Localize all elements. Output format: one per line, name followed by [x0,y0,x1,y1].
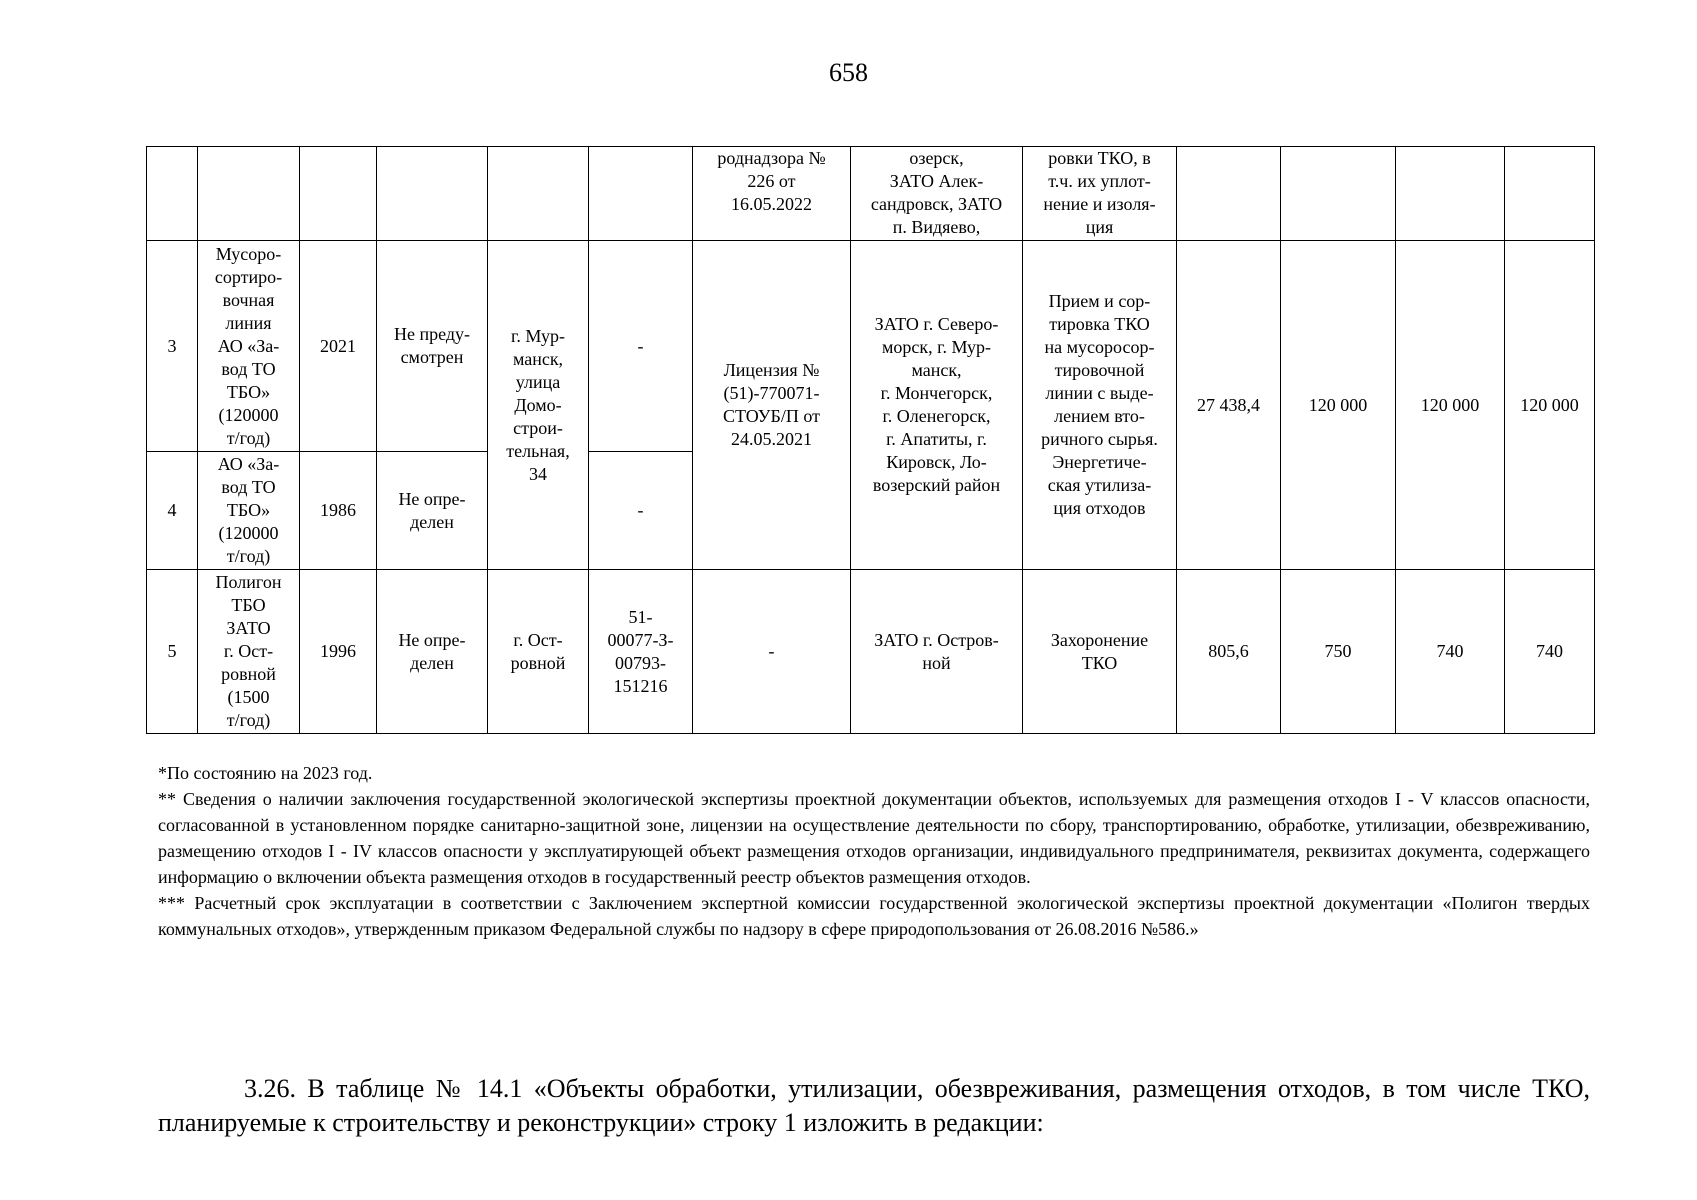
license-cell: роднадзора № 226 от 16.05.2022 [693,147,851,241]
table-row [147,147,1595,241]
capacity-cell: 120 000 [1396,241,1505,570]
facility-name-cell: АО «За- вод ТО ТБО» (120000 т/год) [198,452,300,570]
capacity-cell: 740 [1396,570,1505,734]
amendment-paragraph: 3.26. В таблице № 14.1 «Объекты обработки, утилизации, обезвреживания, размещения отходов, в том числе ТКО, планируемые к строительству и реконструкции» строку 1 изложить в редакции: [158,1074,1590,1137]
capacity-cell: 750 [1281,570,1396,734]
activity-cell: Захоронение ТКО [1023,570,1177,734]
facility-name-cell: Мусоро- сортиро- вочная линия АО «За- вод ТО ТБО» (120000 т/год) [198,241,300,452]
capacity-fact-cell: 805,6 [1177,570,1281,734]
territory-cell: ЗАТО г. Остров- ной [851,570,1023,734]
registry-cell: - [589,241,693,452]
sanitary-zone-cell: Не опре- делен [377,570,488,734]
sanitary-zone-cell: Не опре- делен [377,452,488,570]
table-cell [488,147,589,241]
capacity-cell: 740 [1505,570,1595,734]
facility-name-cell: Полигон ТБО ЗАТО г. Ост- ровной (1500 т/год) [198,570,300,734]
table-cell [1281,147,1396,241]
footnotes [158,760,1590,942]
activity-cell: Прием и сор- тировка ТКО на мусоросор- тировочной линии с выде- лением вто- ричного сырья. Энергетиче- ская утилиза- ция отходов [1023,241,1177,570]
table-cell [377,147,488,241]
license-cell: - [693,570,851,734]
page-number: 658 [829,58,868,87]
table-cell [1177,147,1281,241]
table-row [147,570,1595,734]
row-number-cell: 3 [147,241,198,452]
address-cell: г. Ост- ровной [488,570,589,734]
footnote-status-year: *По состоянию на 2023 год. [158,763,373,783]
row-number-cell: 5 [147,570,198,734]
capacity-cell: 120 000 [1281,241,1396,570]
territory-cell: ЗАТО г. Северо- морск, г. Мур- манск, г. Мончегорск, г. Оленегорск, г. Апатиты, г. Кировск, Ло- возерский район [851,241,1023,570]
footnote-operation-term: *** Расчетный срок эксплуатации в соответствии с Заключением экспертной комиссии государственной экологической экспертизы проектной документации «Полигон твердых коммунальных отходов», утвержденным приказом Федеральной службы по надзору в сфере природопользования от 26.08.2016 №586.» [158,893,1590,939]
year-cell: 2021 [300,241,377,452]
capacity-fact-cell: 27 438,4 [1177,241,1281,570]
table-cell [1505,147,1595,241]
registry-cell: - [589,452,693,570]
year-cell: 1986 [300,452,377,570]
capacity-cell: 120 000 [1505,241,1595,570]
activity-cell: ровки ТКО, в т.ч. их уплот- нение и изоля- ция [1023,147,1177,241]
registry-cell: 51- 00077-З- 00793- 151216 [589,570,693,734]
territory-cell: озерск, ЗАТО Алек- сандровск, ЗАТО п. Видяево, [851,147,1023,241]
sanitary-zone-cell: Не преду- смотрен [377,241,488,452]
license-cell: Лицензия № (51)-770071- СТОУБ/П от 24.05.2021 [693,241,851,570]
waste-facilities-table [146,146,1595,734]
table-cell [589,147,693,241]
table-cell [300,147,377,241]
row-number-cell: 4 [147,452,198,570]
table-cell [1396,147,1505,241]
address-cell: г. Мур- манск, улица Домо- строи- тельная, 34 [488,241,589,570]
footnote-expertise-info: ** Сведения о наличии заключения государственной экологической экспертизы проектной документации объектов, используемых для размещения отходов I - V классов опасности, согласованной в установленном порядке санитарно-защитной зоне, лицензии на осуществление деятельности по сбору, транспортированию, обработке, утилизации, обезвреживанию, размещению отходов I - IV классов опасности у эксплуатирующей объект размещения отходов организации, индивидуального предпринимателя, реквизитах документа, содержащего информацию о включении объекта размещения отходов в государственный реестр объектов размещения отходов. [158,789,1590,887]
table-cell [147,147,198,241]
table-row [147,241,1595,452]
year-cell: 1996 [300,570,377,734]
table-cell [198,147,300,241]
